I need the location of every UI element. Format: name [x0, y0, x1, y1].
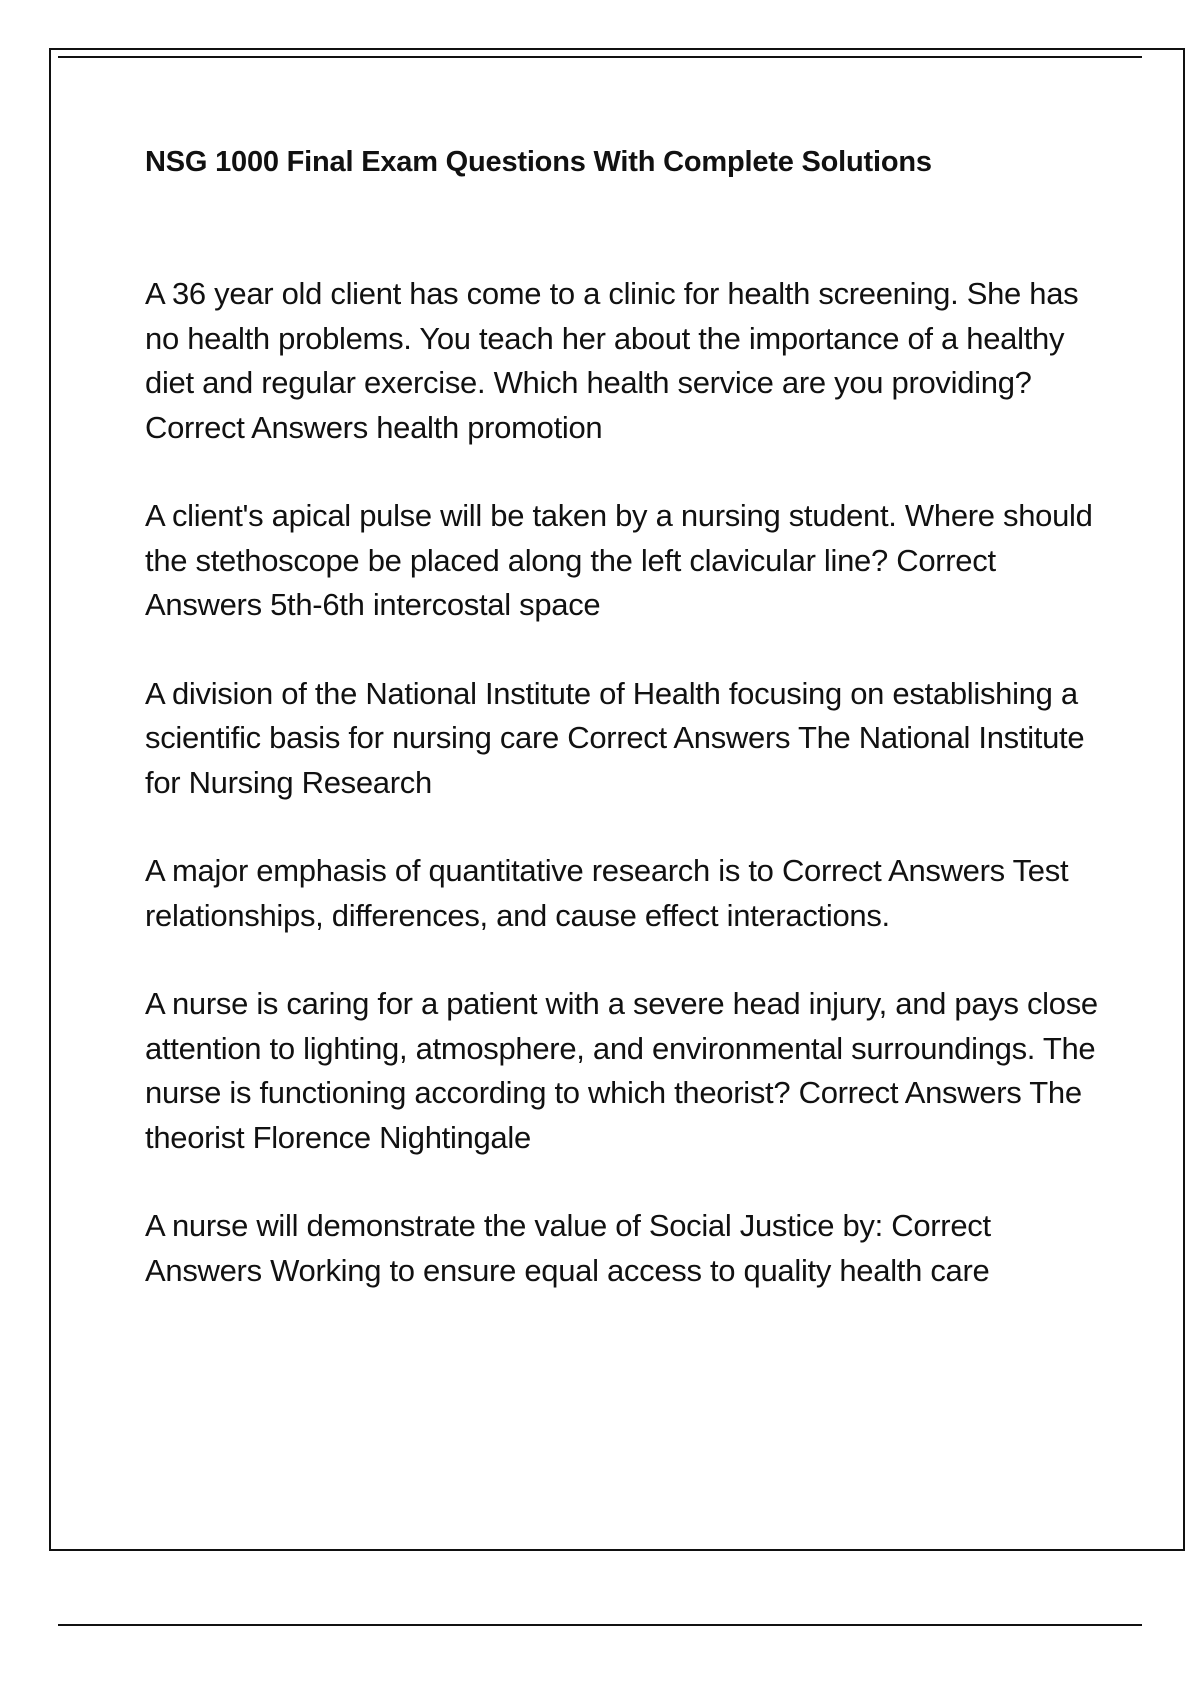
answer-label: Correct Answers	[567, 720, 791, 755]
answer-text: 5th-6th intercostal space	[270, 587, 601, 622]
qa-item	[145, 272, 1105, 450]
answer-text: The National Institute for Nursing Research	[145, 720, 1093, 800]
document-title: NSG 1000 Final Exam Questions With Complete Solutions	[145, 146, 932, 178]
answer-label: Correct Answers	[145, 542, 1003, 622]
qa-item	[145, 494, 1105, 628]
qa-item	[145, 982, 1105, 1160]
answer-label: Correct Answers	[145, 409, 368, 445]
answer-label: Correct Answers	[145, 1208, 998, 1288]
question-text: A 36 year old client has come to a clinic for health screening. She has no health problems. You teach her about the importance of a healthy diet and regular exercise. Which health service are you providing?	[145, 276, 1087, 400]
answer-text: Working to ensure equal access to quality health care	[270, 1252, 990, 1288]
question-text: A major emphasis of quantitative research is to	[145, 853, 774, 888]
top-rule	[58, 56, 1142, 58]
question-text: A nurse will demonstrate the value of Social Justice by:	[145, 1208, 883, 1243]
answer-label: Correct Answers	[798, 1075, 1022, 1110]
answer-text: health promotion	[376, 409, 603, 445]
question-text: A client's apical pulse will be taken by a nursing student. Where should the stethoscope be placed along the left clavicular line?	[145, 498, 1101, 578]
question-text: A nurse is caring for a patient with a severe head injury, and pays close attention to lighting, atmosphere, and environmental surroundings. The nurse is functioning according to which theorist?	[145, 986, 1107, 1110]
answer-text: The theorist Florence Nightingale	[145, 1075, 1091, 1155]
document-body	[145, 140, 1105, 1337]
question-text: A division of the National Institute of Health focusing on establishing a scientific basis for nursing care	[145, 675, 1087, 755]
qa-item	[145, 1204, 1105, 1293]
answer-text: Test relationships, differences, and cause effect interactions.	[145, 853, 1077, 933]
bottom-rule	[58, 1624, 1142, 1626]
qa-item	[145, 672, 1105, 806]
answer-label: Correct Answers	[781, 853, 1005, 888]
qa-item	[145, 849, 1105, 938]
